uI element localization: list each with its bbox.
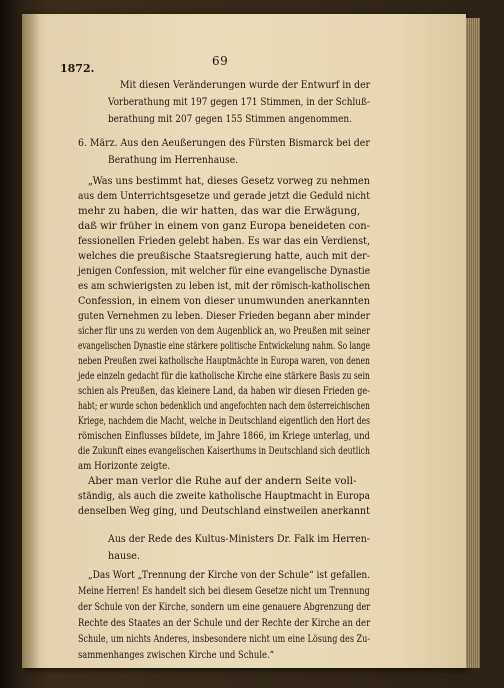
text-line: sammenhanges zwischen Kirche und Schule.“ [78,650,274,661]
text-line: Aus der Rede des Kultus-Ministers Dr. Falk im Herren- [108,534,371,545]
text-line: römischen Einflusses bildete, im Jahre 1866, im Kriege unterlag, und [78,431,370,442]
text-line: jede einzeln gedacht für die katholische Kirche eine stärkere Basis zu sein [78,371,370,382]
text-line: daß wir früher in einem von ganz Europa beneideten con- [78,221,370,232]
text-line: guten Vernehmen zu leben. Dieser Frieden begann aber minder [78,311,370,322]
text-line: denselben Weg ging, und Deutschland einstweilen anerkannt [78,506,370,517]
text-line: Berathung im Herrenhause. [108,155,239,166]
text-line: Confession, in einem von dieser unumwunden anerkannten [78,296,370,307]
text-line: Meine Herren! Es handelt sich bei diesem Gesetze nicht um Trennung [78,586,370,597]
year-heading: 1872. [60,62,95,75]
text-line: aus dem Unterrichtsgesetze und gerade jetzt die Geduld nicht [78,191,370,202]
text-line: hause. [108,551,140,562]
page-number: 69 [212,54,229,68]
text-line: habt; er wurde schon bedenklich und angefochten nach dem österreichischen [78,401,370,412]
text-line: sicher für uns zu werden von dem Augenblick an, wo Preußen mit seiner [78,326,370,337]
text-line: „Das Wort „Trennung der Kirche von der Schule“ ist gefallen. [88,570,371,581]
text-line: Schule, um nichts Anderes, insbesondere nicht um eine Lösung des Zu- [78,634,370,645]
text-line: der Schule von der Kirche, sondern um eine genauere Abgrenzung der [78,602,371,613]
text-line: die Zukunft eines evangelischen Kaiserthums in Deutschland sich deutlich [78,446,370,457]
text-line: evangelischen Dynastie eine stärkere politische Entwickelung nahm. So lange [78,341,371,352]
text-line: neben Preußen zwei katholische Hauptmächte in Europa waren, von denen [78,356,370,367]
text-line: fessionellen Frieden gelebt haben. Es war das ein Verdienst, [78,236,370,247]
text-line: es am schwierigsten zu leben ist, mit der römisch-katholischen [78,281,371,292]
text-line: schien als Preußen, das kleinere Land, da haben wir diesen Frieden ge- [78,386,370,397]
text-line: Mit diesen Veränderungen wurde der Entwurf in der [120,80,371,91]
text-line: berathung mit 207 gegen 155 Stimmen angenommen. [108,114,352,125]
text-line: Vorberathung mit 197 gegen 171 Stimmen, in der Schluß- [108,97,370,108]
text-line: Kriege, nachdem die Macht, welche in Deutschland eigentlich den Hort des [78,416,371,427]
text-line: mehr zu haben, die wir hatten, das war die Erwägung, [78,206,361,217]
text-line: welches die preußische Staatsregierung hatte, auch mit der- [78,251,370,262]
text-line: Aber man verlor die Ruhe auf der andern Seite voll- [88,476,357,487]
text-line: 6. März. Aus den Aeußerungen des Fürsten Bismarck bei der [78,138,370,149]
text-line: „Was uns bestimmt hat, dieses Gesetz vorweg zu nehmen [88,176,370,187]
text-line: ständig, als auch die zweite katholische Hauptmacht in Europa [78,491,370,502]
text-line: am Horizonte zeigte. [78,461,170,472]
text-line: jenigen Confession, mit welcher für eine evangelische Dynastie [78,266,371,277]
text-line: Rechte des Staates an der Schule und der Rechte der Kirche an der [78,618,371,629]
